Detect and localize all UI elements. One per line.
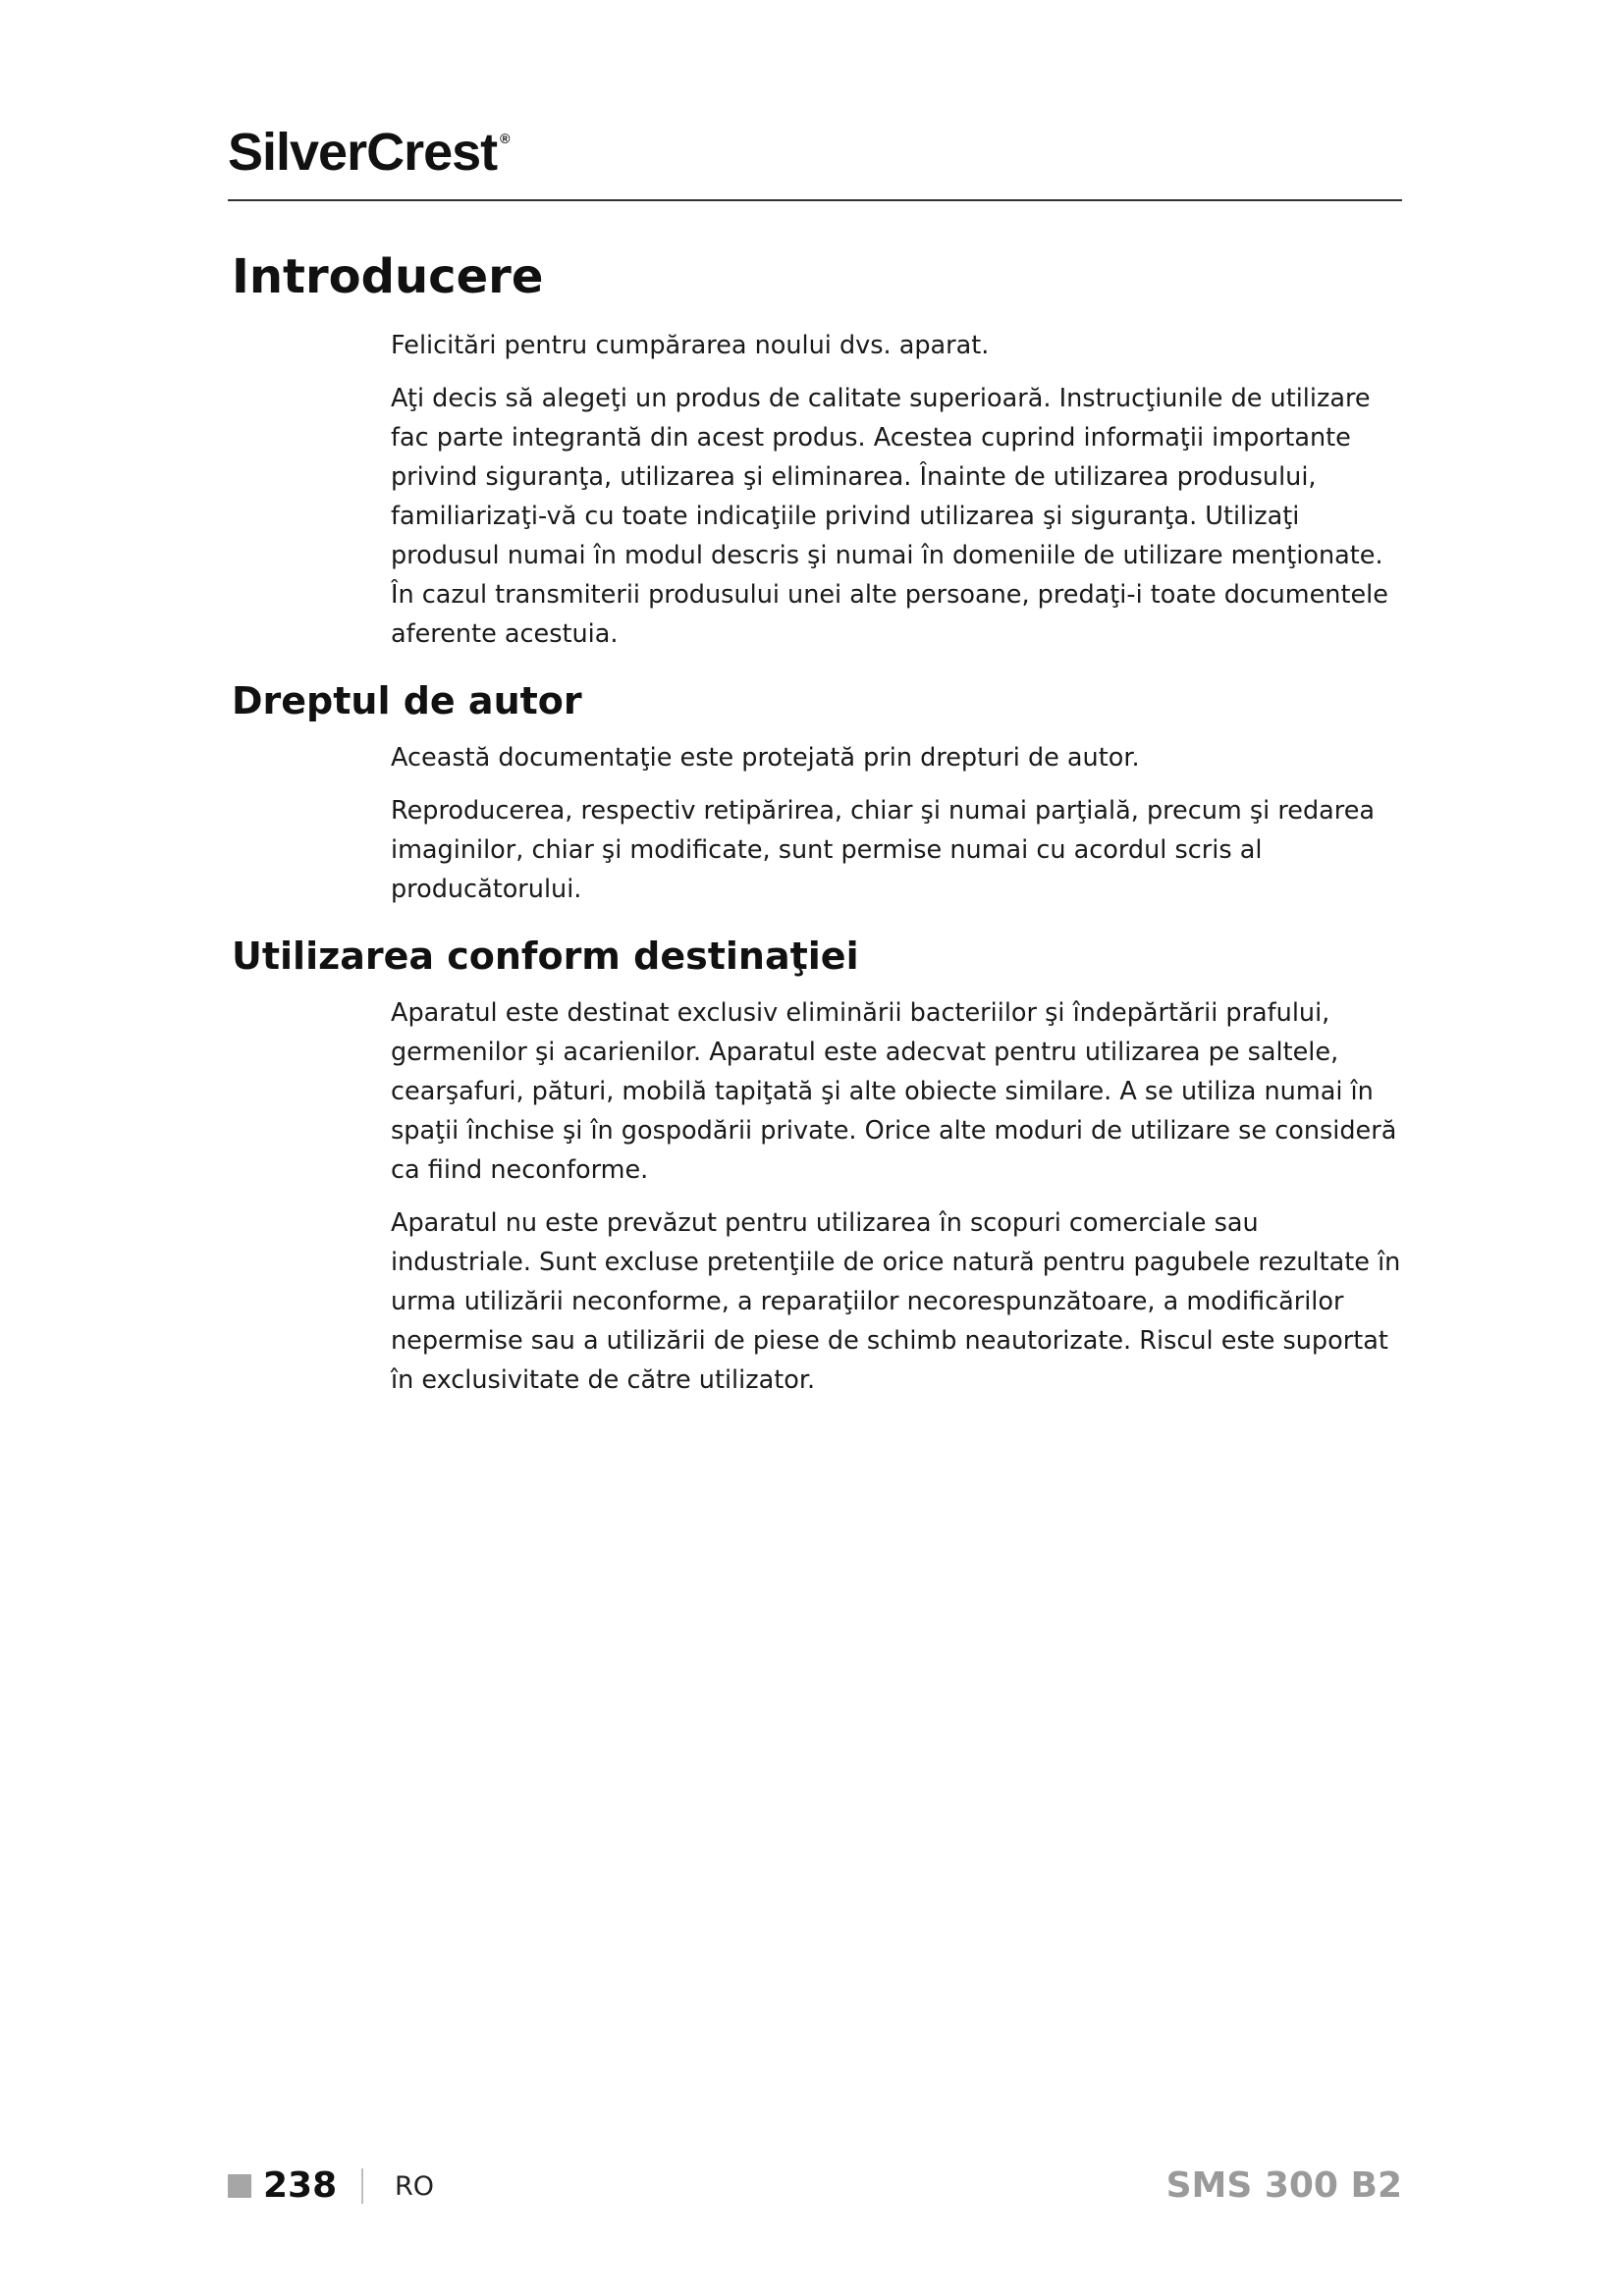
page-footer: [228, 2164, 1402, 2212]
paragraph: Felicitări pentru cumpărarea noului dvs. aparat.: [391, 331, 990, 360]
paragraph: Această documentaţie este protejată prin drepturi de autor.: [391, 743, 1140, 773]
model-number: SMS 300 B2: [1165, 2165, 1402, 2206]
brand-logo: [228, 123, 510, 182]
paragraph: Aţi decis să alegeţi un produs de calitate superioară. Instrucţiunile de utilizare fac parte integrantă din acest produs. Acestea cuprind informaţii importante privind siguranţa, utilizarea şi eliminarea. Înainte de utilizarea produsului, familiarizaţi-vă cu toate indicaţiile privind utilizarea şi siguranţa. Utilizaţi produsul numai în modul descris şi numai în domeniile de utilizare menţionate. În cazul transmiterii produsului unei alte persoane, predaţi-i toate documentele aferente acestuia.: [391, 384, 1388, 649]
section-utilizarea-conform-destinatiei: [232, 931, 1406, 1400]
section-title: Dreptul de autor: [232, 679, 582, 722]
footer-square-marker: [228, 2174, 251, 2198]
page-number: 238: [263, 2165, 338, 2206]
section-dreptul-de-autor: [232, 675, 1406, 909]
registered-mark: ®: [500, 131, 510, 146]
paragraph: Reproducerea, respectiv retipărirea, chiar şi numai parţială, precum şi redarea imaginilor, chiar şi modificate, sunt permise numai cu acordul scris al producătorului.: [391, 796, 1376, 904]
language-code: RO: [395, 2171, 435, 2202]
paragraph: Aparatul este destinat exclusiv eliminării bacteriilor şi îndepărtării prafului, germenilor şi acarienilor. Aparatul este adecvat pentru utilizarea pe saltele, cearşafuri, pături, mobilă tapiţată şi alte obiecte similare. A se utiliza numai în spaţii închise şi în gospodării private. Orice alte moduri de utilizare se consideră ca fiind neconforme.: [391, 998, 1397, 1185]
paragraph: Aparatul nu este prevăzut pentru utilizarea în scopuri comerciale sau industriale. Sunt excluse pretenţiile de orice natură pentru pagubele rezultate în urma utilizării neconforme, a reparaţiilor necorespunzătoare, a modificărilor nepermise sau a utilizării de piese de schimb neautorizate. Riscul este suportat în exclusivitate de către utilizator.: [391, 1208, 1401, 1395]
footer-divider: [361, 2168, 363, 2204]
section-title: Utilizarea conform destinaţiei: [232, 934, 859, 978]
section-title: Introducere: [232, 249, 544, 304]
page-content: [232, 245, 1406, 1414]
header-divider: [228, 199, 1402, 201]
section-introducere: [232, 245, 1406, 654]
brand-logo-text: SilverCrest: [228, 123, 498, 182]
